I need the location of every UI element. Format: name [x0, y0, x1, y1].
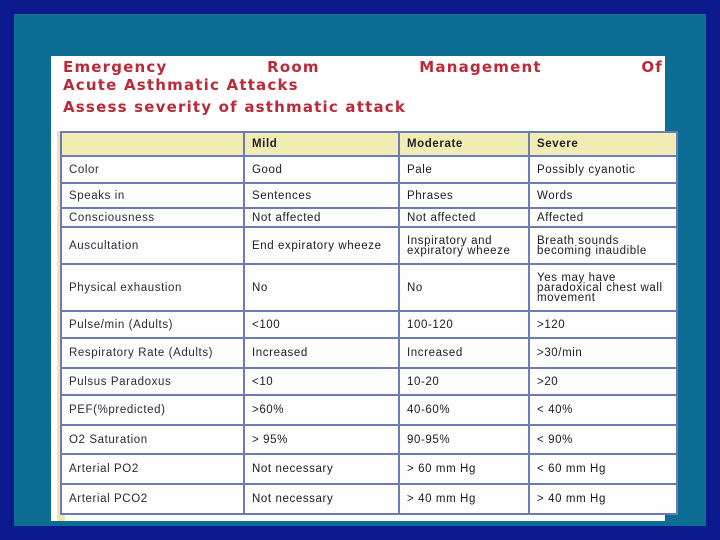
table-cell-mild: >60% — [244, 395, 399, 425]
table-row — [61, 368, 677, 395]
title-word: Management — [419, 58, 542, 76]
table-row — [61, 208, 677, 227]
table-row — [61, 227, 677, 264]
table-cell-param: Consciousness — [61, 208, 244, 227]
table-row — [61, 156, 677, 183]
table-cell-mild: No — [244, 264, 399, 311]
table-cell-mild: Not affected — [244, 208, 399, 227]
severity-table — [60, 131, 678, 515]
table-cell-param: Auscultation — [61, 227, 244, 264]
table-body — [61, 156, 677, 514]
header-cell-moderate: Moderate — [399, 132, 529, 156]
table-row — [61, 264, 677, 311]
table-cell-param: Arterial PCO2 — [61, 484, 244, 514]
table-cell-mild: > 95% — [244, 425, 399, 454]
table-cell-severe: > 40 mm Hg — [529, 484, 677, 514]
header-cell-mild: Mild — [244, 132, 399, 156]
title-word: Emergency — [63, 58, 168, 76]
table-cell-moderate: Inspiratory and expiratory wheeze — [399, 227, 529, 264]
table-cell-param: Color — [61, 156, 244, 183]
table-cell-mild: Not necessary — [244, 484, 399, 514]
table-cell-severe: >20 — [529, 368, 677, 395]
subtitle: Assess severity of asthmatic attack — [63, 98, 407, 116]
table-cell-severe: >30/min — [529, 338, 677, 368]
table-cell-moderate: 100-120 — [399, 311, 529, 338]
header-cell-severe: Severe — [529, 132, 677, 156]
table-cell-severe: Possibly cyanotic — [529, 156, 677, 183]
table-cell-severe: >120 — [529, 311, 677, 338]
table-cell-param: Pulse/min (Adults) — [61, 311, 244, 338]
table-cell-moderate: > 60 mm Hg — [399, 454, 529, 484]
table-row — [61, 454, 677, 484]
table-cell-mild: <100 — [244, 311, 399, 338]
slide-frame — [14, 14, 706, 526]
table-cell-param: Pulsus Paradoxus — [61, 368, 244, 395]
table-cell-moderate: No — [399, 264, 529, 311]
table-cell-moderate: 90-95% — [399, 425, 529, 454]
table-cell-mild: <10 — [244, 368, 399, 395]
title-line-2: Acute Asthmatic Attacks — [63, 76, 299, 94]
table-cell-mild: Sentences — [244, 183, 399, 208]
table-cell-param: Speaks in — [61, 183, 244, 208]
table-cell-param: Respiratory Rate (Adults) — [61, 338, 244, 368]
table-cell-param: O2 Saturation — [61, 425, 244, 454]
table-cell-severe: Words — [529, 183, 677, 208]
table-row — [61, 425, 677, 454]
table-cell-param: Physical exhaustion — [61, 264, 244, 311]
table-cell-param: PEF(%predicted) — [61, 395, 244, 425]
table-cell-severe: < 60 mm Hg — [529, 454, 677, 484]
table-row — [61, 311, 677, 338]
table-row — [61, 338, 677, 368]
table-cell-mild: Good — [244, 156, 399, 183]
document-page — [51, 56, 665, 521]
title-line-1 — [63, 58, 663, 76]
table-cell-severe: Yes may have paradoxical chest wall movement — [529, 264, 677, 311]
table-header-row — [61, 132, 677, 156]
table-cell-moderate: Not affected — [399, 208, 529, 227]
title-word: Of — [641, 58, 663, 76]
table-cell-moderate: > 40 mm Hg — [399, 484, 529, 514]
table-row — [61, 183, 677, 208]
table-cell-mild: End expiratory wheeze — [244, 227, 399, 264]
table-row — [61, 484, 677, 514]
table-cell-severe: < 90% — [529, 425, 677, 454]
table-cell-severe: Breath sounds becoming inaudible — [529, 227, 677, 264]
table-cell-moderate: 10-20 — [399, 368, 529, 395]
table-cell-moderate: Pale — [399, 156, 529, 183]
table-row — [61, 395, 677, 425]
table-cell-moderate: 40-60% — [399, 395, 529, 425]
table-cell-severe: < 40% — [529, 395, 677, 425]
table-cell-moderate: Phrases — [399, 183, 529, 208]
header-cell-parameter — [61, 132, 244, 156]
title-word: Room — [267, 58, 320, 76]
table-cell-severe: Affected — [529, 208, 677, 227]
table-cell-moderate: Increased — [399, 338, 529, 368]
table-cell-param: Arterial PO2 — [61, 454, 244, 484]
table-cell-mild: Increased — [244, 338, 399, 368]
table-cell-mild: Not necessary — [244, 454, 399, 484]
